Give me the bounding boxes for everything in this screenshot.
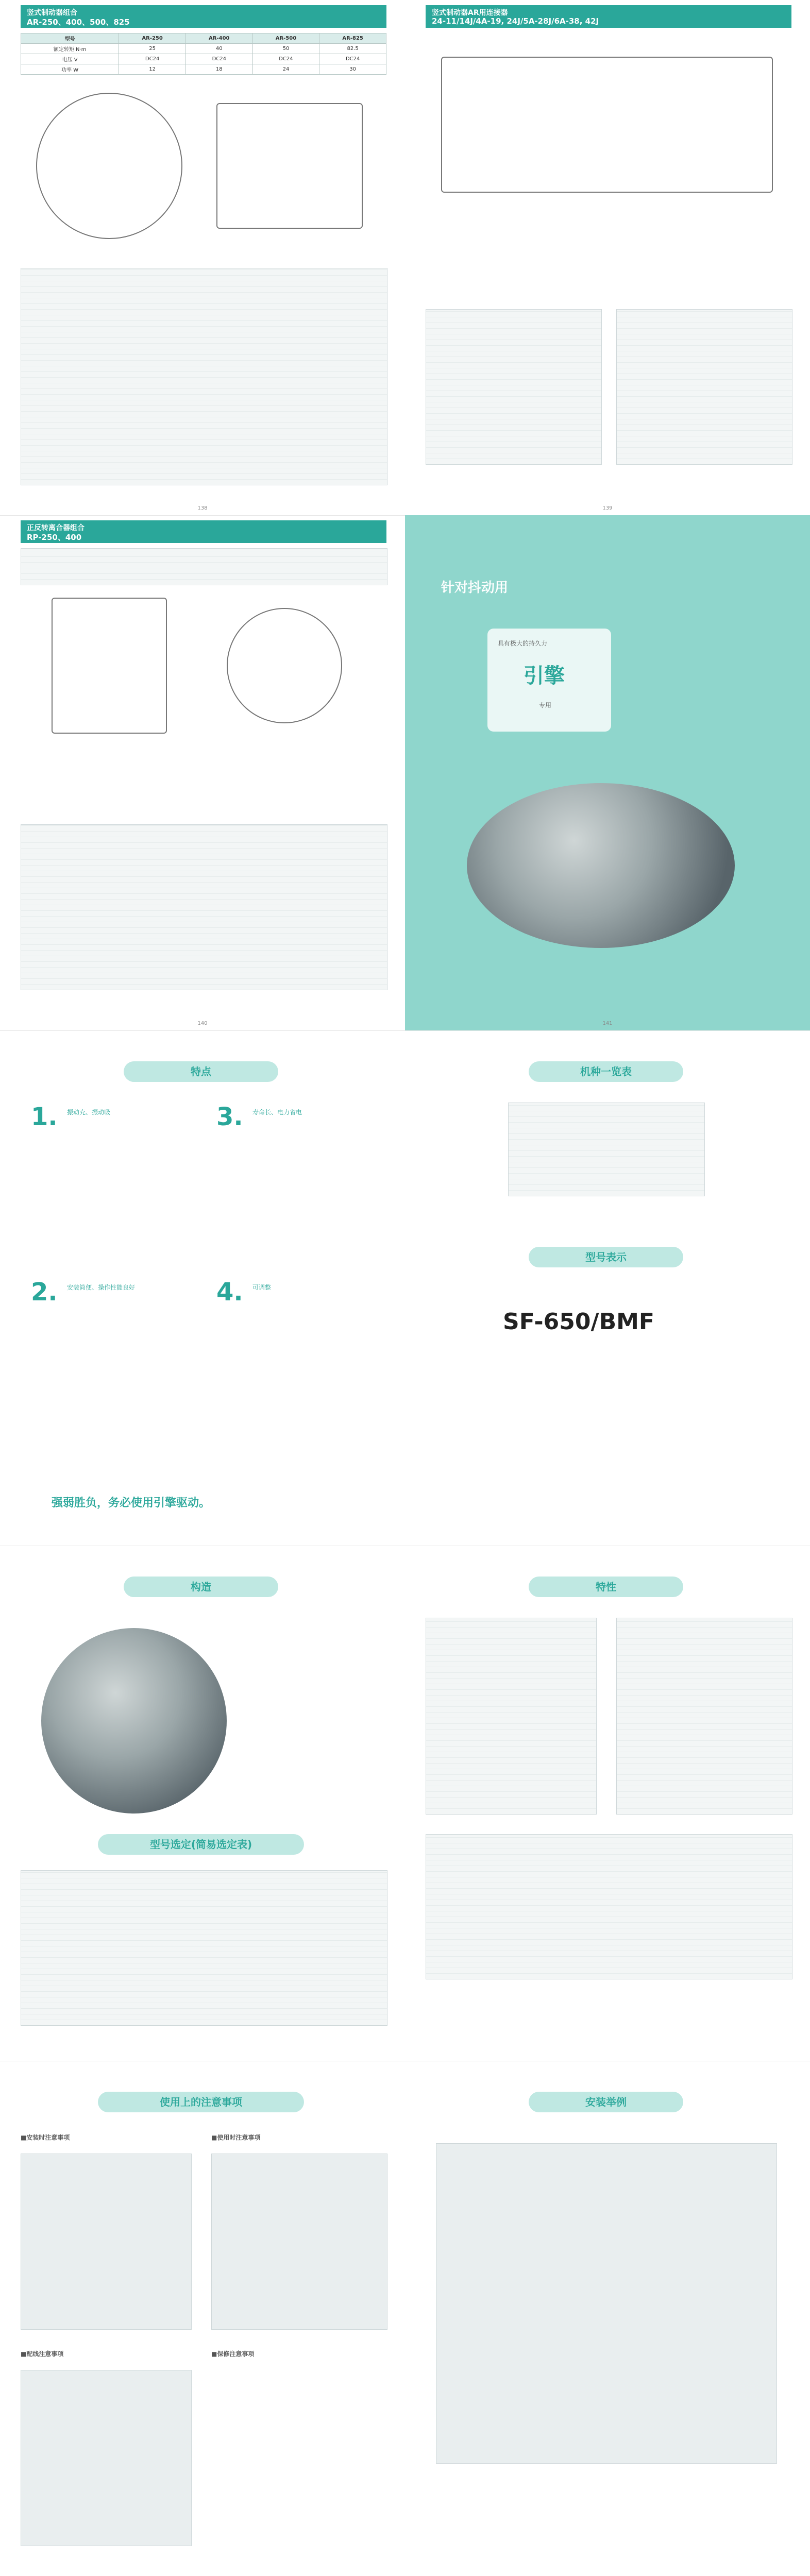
table-cell: 25 [119,44,186,54]
slogan: 强弱胜负，务必使用引擎驱动。 [52,1497,211,1510]
spec-table [21,33,386,75]
connector-drawing [441,57,773,193]
section-title: 正反转离合器组合 [27,524,85,532]
lineup-table [508,1103,705,1196]
table-header: AR-400 [185,33,252,44]
table-cell: 功率 W [21,64,119,75]
table-header: 型号 [21,33,119,44]
notes-heading: ■保修注意事项 [211,2350,255,2358]
table-cell: 82.5 [319,44,386,54]
feature-number: 4. [216,1278,243,1307]
page-title: RP-250、400 [27,533,82,542]
page-header [21,520,386,543]
spread-row-2 [0,515,810,1031]
page-header [21,5,386,28]
structure-title: 构造 [124,1577,278,1597]
page-header [426,5,791,28]
table-cell: 12 [119,64,186,75]
work-table [426,1834,792,1979]
connector-table-right [616,309,792,465]
page-features [0,1030,405,1546]
page-140 [0,515,405,1030]
clutch-side-drawing [227,608,342,723]
feature-text: 安装简便、操作性能良好 [67,1284,136,1291]
feature-number: 1. [31,1103,58,1131]
notes-title: 使用上的注意事项 [98,2092,304,2112]
page-number: 139 [602,505,613,511]
clutch-drawing [52,598,167,734]
badge-tag: 专用 [539,702,552,709]
torque-chart [426,1618,597,1815]
table-cell: 电压 V [21,54,119,64]
page-number: 140 [197,1021,208,1026]
circuit-diagram [21,2370,192,2546]
table-header: AR-825 [319,33,386,44]
notes-text-block [21,2154,192,2330]
feature-number: 3. [216,1103,243,1131]
table-header: AR-500 [252,33,319,44]
notes-text-block [211,2154,387,2330]
table-cell: 额定转矩 N·m [21,44,119,54]
page-structure [0,1546,405,2061]
page-install [405,2061,810,2576]
page-characteristics [405,1546,810,2061]
lineup-title: 机种一览表 [529,1061,683,1082]
notes-heading: ■配线注意事项 [21,2350,64,2358]
feature-text: 可调整 [252,1284,272,1291]
table-cell: 50 [252,44,319,54]
page-141 [405,515,810,1030]
page-lineup [405,1030,810,1546]
features-title: 特点 [124,1061,278,1082]
table-header: AR-250 [119,33,186,44]
engine-badge [487,629,611,732]
section-title: 竖式制动器AR用连接器 [432,9,508,17]
model-select-text: 型号选定(简易选定表) [149,1838,252,1851]
page-number: 138 [197,505,208,511]
badge-big-text: 引擎 [524,664,565,688]
dimension-table [21,824,387,990]
table-cell: DC24 [185,54,252,64]
page-title: AR-250、400、500、825 [27,18,130,27]
table-cell: 18 [185,64,252,75]
spread-row-3 [0,1030,810,1546]
page-notes [0,2061,405,2576]
table-cell: DC24 [252,54,319,64]
page-139 [405,0,810,515]
brake-front-drawing [36,93,182,239]
page-number: 141 [602,1021,613,1026]
install-title: 安装举例 [529,2092,683,2112]
model-select-title [98,1834,304,1855]
table-cell: 30 [319,64,386,75]
page-138 [0,0,405,515]
connector-table-left [426,309,602,465]
spec-table [21,548,387,585]
table-cell: DC24 [119,54,186,64]
badge-small-text: 具有极大的持久力 [498,640,548,647]
structure-cutaway [41,1628,227,1814]
model-code-title: 型号表示 [529,1247,683,1267]
notes-heading: ■使用时注意事项 [211,2134,261,2141]
section-title: 竖式制动器组合 [27,9,77,17]
feature-text: 寿命长、电力省电 [252,1109,302,1116]
model-code: SF-650/BMF [503,1309,654,1335]
spread-row-1 [0,0,810,516]
table-cell: DC24 [319,54,386,64]
model-select-table [21,1870,387,2026]
spread-row-4 [0,1546,810,2061]
install-example-illustration [436,2143,777,2464]
characteristics-table [616,1618,792,1815]
brake-side-drawing [216,103,363,229]
page-title: 24-11/14J/4A-19, 24J/5A-28J/6A-38, 42J [432,16,599,26]
table-cell: 24 [252,64,319,75]
feature-text: 振动充、振动吸 [67,1109,111,1116]
feature-number: 2. [31,1278,58,1307]
notes-heading: ■安装时注意事项 [21,2134,70,2141]
table-cell: 40 [185,44,252,54]
page-title: 针对抖动用 [441,580,509,596]
characteristics-title: 特性 [529,1577,683,1597]
dimension-table [21,268,387,485]
spread-row-5 [0,2061,810,2576]
clutch-photo [467,783,735,948]
